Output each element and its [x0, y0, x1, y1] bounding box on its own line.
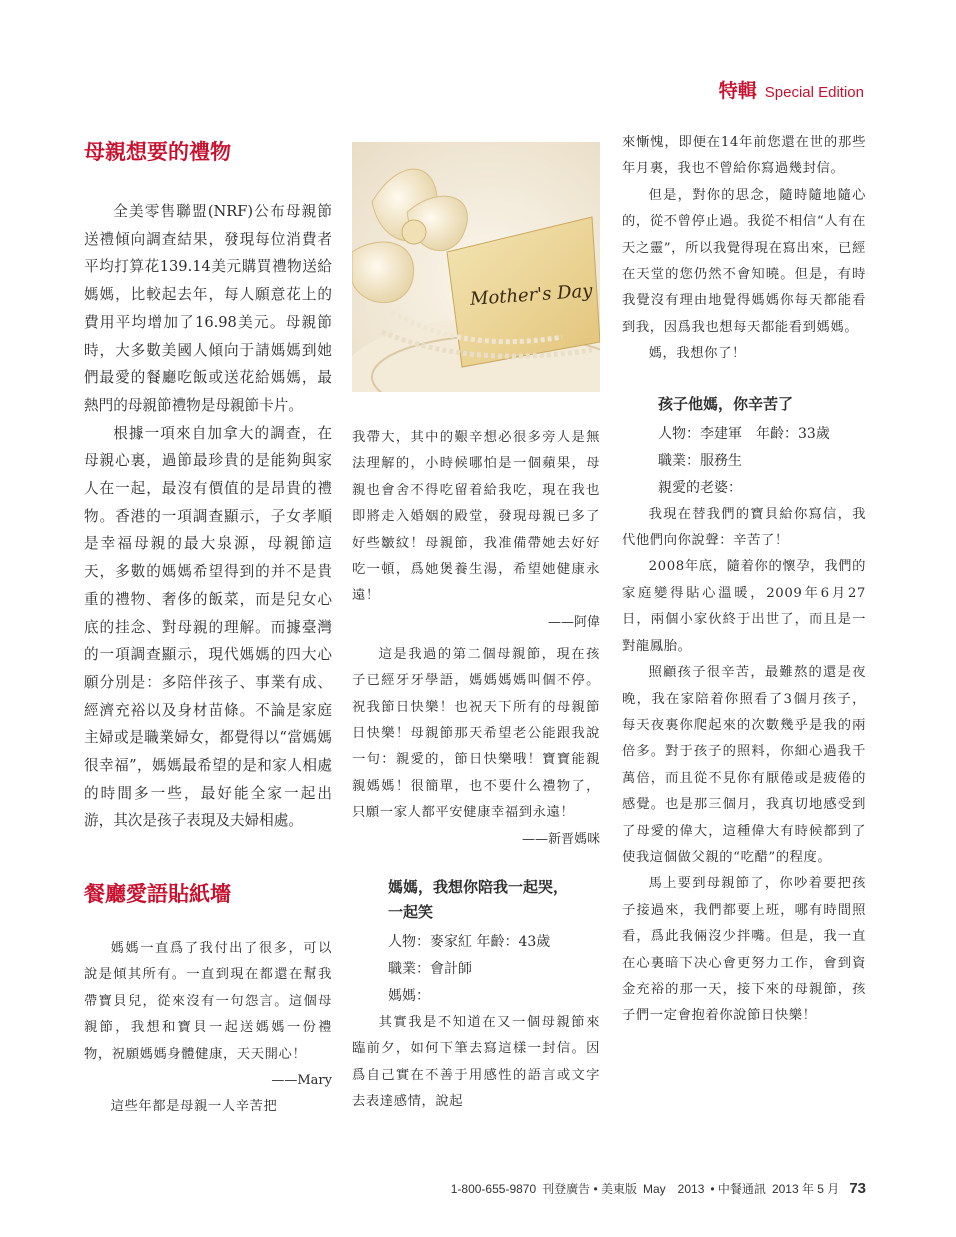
letter2-person: 人物：李建軍 年齡：33歲 [658, 425, 830, 442]
letter1-person: 人物：麥家紅 年齡：43歲 [388, 933, 551, 950]
letter2-para1: 我現在替我們的寶貝給你寫信，我代他們向你說聲：辛苦了！ [622, 506, 866, 549]
article1-title: 母親想要的禮物 [84, 140, 231, 164]
letter1-title-line1: 媽媽，我想你陪我一起哭， [388, 877, 569, 896]
footer-ad-label: 刊登廣告 • 美東版 [542, 1182, 638, 1196]
msg2-start: 這些年都是母親一人辛苦把 [110, 1099, 278, 1115]
letter2-para3: 照顧孩子很辛苦，最難熬的還是夜晚，我在家陪着你照看了3個月孩子，每天夜裏你爬起來的次數幾乎是我的兩倍多。對于孩子的照料，你細心過我千萬倍，而且從不見你有厭倦或是疲倦的感覺。也是那三個月，我真切地感受到了母愛的偉大，這種偉大有時候都到了使我這個做父親的“吃醋”的程度。 [622, 665, 866, 865]
page-number: 73 [849, 1180, 866, 1197]
section-label-en: Special Edition [764, 84, 864, 101]
msg1-signature: ——Mary [271, 1073, 332, 1089]
section-label-zh: 特輯 [718, 80, 757, 102]
letter1-body-continued: 來慚愧，即便在14年前您還在世的那些年月裏，我也不曾給你寫過幾封信。 [622, 135, 866, 177]
column-1-lower [84, 878, 332, 1120]
msg2-signature: ——阿偉 [547, 614, 600, 630]
footer-date-en: May 2013 [643, 1182, 705, 1196]
letter1-job: 職業：會計師 [388, 960, 472, 977]
footer-publication: • 中餐通訊 [710, 1182, 766, 1196]
article1-para1: 全美零售聯盟(NRF)公布母親節送禮傾向調查結果，發現每位消費者平均打算花139.14美元購買禮物送給媽媽，比較起去年，每人願意花上的費用平均增加了16.98美元。母親節時，大多數美國人傾向于請媽媽到她們最愛的餐廳吃飯或送花給媽媽，最熱門的母親節禮物是母親節卡片。 [84, 203, 332, 414]
letter1-para2: 但是，對你的思念，隨時隨地隨心的，從不曾停止過。我從不相信“人有在天之靈”，所以我覺得現在寫出來，已經在天堂的您仍然不會知曉。但是，有時我覺沒有理由地覺得媽媽你每天都能看到我，因爲我也想每天都能看到媽媽。 [622, 187, 866, 335]
page-footer [451, 1180, 866, 1197]
section-header [719, 76, 864, 103]
article1-para2: 根據一項來自加拿大的調查，在母親心裏，過節最珍貴的是能夠與家人在一起，最沒有價值的是昂貴的禮物。香港的一項調查顯示，子女孝順是幸福母親的最大泉源，母親節這天，多數的媽媽希望得到的并不是貴重的禮物、奢侈的飯菜，而是兒女心底的挂念、對母親的理解。而據臺灣的一項調查顯示，現代媽媽的四大心願分別是：多陪伴孩子、事業有成、經濟充裕以及身材苗條。不論是家庭主婦或是職業婦女，都覺得以“當媽媽很幸福”，媽媽最希望的是和家人相處的時間多一些，最好能全家一起出游，其次是孩子表現及夫婦相處。 [84, 424, 332, 830]
article2-title: 餐廳愛語貼紙墻 [84, 882, 231, 906]
letter2-salutation: 親愛的老婆： [658, 479, 742, 496]
letter1-closing: 媽，我想你了！ [648, 346, 746, 362]
card-text: Mother's Day [469, 280, 594, 310]
letter2-title: 孩子他媽，你辛苦了 [658, 394, 794, 413]
letter1-body-start: 其實我是不知道在又一個母親節來臨前夕，如何下筆去寫這樣一封信。因爲自己實在不善于用感性的語言或文字去表達感情，說起 [352, 1014, 600, 1109]
mothers-day-photo [352, 142, 600, 392]
column-1 [84, 136, 332, 835]
msg3: 這是我過的第二個母親節，現在孩子已經牙牙學語，媽媽媽媽叫個不停。祝我節日快樂！也祝天下所有的母親節日快樂！母親節那天希望老公能跟我說一句：親愛的，節日快樂哦！寶寶能親親媽媽！很簡單，也不要什么禮物了，只願一家人都平安健康幸福到永遠！ [352, 646, 600, 821]
photo-illustration [352, 142, 600, 392]
letter2-job: 職業：服務生 [658, 452, 742, 469]
letter2-para4: 馬上要到母親節了，你吵着要把孩子接過來，我們都要上班，哪有時間照看，爲此我倆沒少拌嘴。但是，我一直在心裏暗下决心會更努力工作，會到資金充裕的那一天，接下來的母親節，孩子們一定會抱着你說節日快樂！ [622, 876, 866, 1024]
column-2 [352, 425, 600, 1115]
letter2-para2: 2008年底，隨着你的懷孕，我們的家庭變得貼心溫暖，2009年6月27日，兩個小家伙終于出世了，而且是一對龍鳳胎。 [622, 559, 866, 654]
msg1: 媽媽一直爲了我付出了很多，可以說是傾其所有。一直到現在都還在幫我帶寶貝兒，從來沒有一句怨言。這個母親節，我想和寶貝一起送媽媽一份禮物，祝願媽媽身體健康，天天開心！ [84, 941, 332, 1062]
footer-phone: 1-800-655-9870 [450, 1182, 537, 1196]
column-3 [622, 130, 866, 1030]
msg2-continued: 我帶大，其中的艱辛想必很多旁人是無法理解的，小時候哪怕是一個蘋果，母親也會舍不得吃留着給我吃，現在我也即將走入婚姻的殿堂，發現母親已多了好些皺紋！母親節，我准備帶她去好好吃一頓，爲她煲養生湯，希望她健康永遠！ [352, 430, 600, 604]
letter1-title-line2: 一起笑 [388, 902, 434, 921]
letter1-salutation: 媽媽： [388, 987, 430, 1004]
footer-date-zh: 2013 年 5 月 [771, 1182, 840, 1196]
msg3-signature: ——新晋媽咪 [521, 831, 600, 847]
